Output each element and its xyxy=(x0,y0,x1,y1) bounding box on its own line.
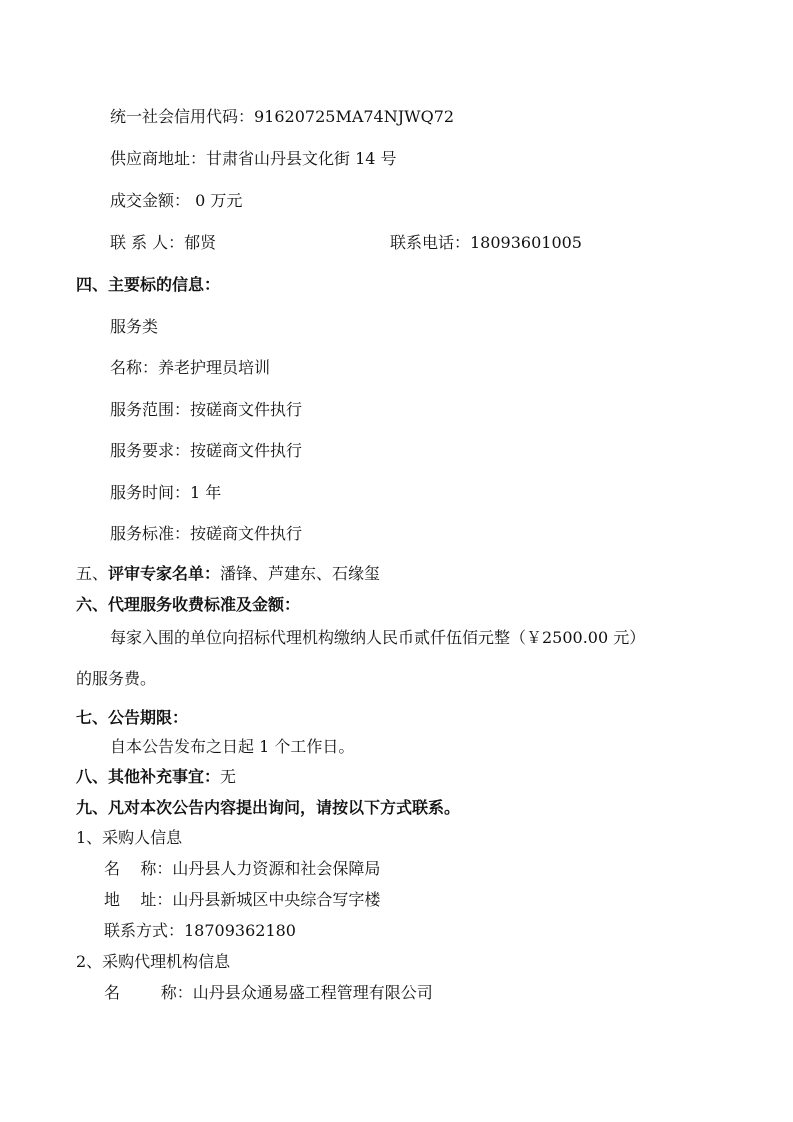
supplier-address-line: 供应商地址：甘肃省山丹县文化街 14 号 xyxy=(110,149,397,168)
agency-name: 山丹县众通易盛工程管理有限公司 xyxy=(192,983,433,1002)
purchaser-address: 山丹县新城区中央综合写字楼 xyxy=(172,890,381,909)
service-standard: 服务标准：按磋商文件执行 xyxy=(110,524,303,543)
section8-label: 八、其他补充事宜： xyxy=(76,767,221,786)
section8-value: 无 xyxy=(220,767,237,786)
service-name: 名称：养老护理员培训 xyxy=(110,358,271,377)
purchaser-address-label: 地 址： xyxy=(104,890,173,909)
purchaser-name-line xyxy=(104,858,380,880)
agency-name-label: 名 称： xyxy=(104,983,193,1002)
agency-title: 2、采购代理机构信息 xyxy=(76,952,231,971)
service-scope: 服务范围：按磋商文件执行 xyxy=(110,400,303,419)
notice-period-text: 自本公告发布之日起 1 个工作日。 xyxy=(110,737,355,756)
section6-heading: 六、代理服务收费标准及金额： xyxy=(76,595,301,614)
expert-list: 潘锋、芦建东、石缘玺 xyxy=(220,564,381,583)
section9-heading: 九、凡对本次公告内容提出询问，请按以下方式联系。 xyxy=(76,798,461,817)
section5-label: 评审专家名单： xyxy=(108,564,221,583)
purchaser-contact-line: 联系方式：18709362180 xyxy=(104,921,296,940)
purchaser-name-label: 名 称： xyxy=(104,859,173,878)
section5-line xyxy=(76,563,380,585)
purchaser-name: 山丹县人力资源和社会保障局 xyxy=(172,859,381,878)
section4-heading: 四、主要标的信息： xyxy=(76,275,221,294)
service-duration: 服务时间：1 年 xyxy=(110,483,222,502)
deal-amount-line: 成交金额： 0 万元 xyxy=(110,191,243,210)
fee-text-line1: 每家入围的单位向招标代理机构缴纳人民币贰仟伍佰元整（￥2500.00 元） xyxy=(110,628,646,647)
service-category: 服务类 xyxy=(110,317,159,336)
contact-phone-line: 联系电话：18093601005 xyxy=(390,233,582,252)
service-requirement: 服务要求：按磋商文件执行 xyxy=(110,441,303,460)
contact-person-line: 联 系 人：郁贤 xyxy=(110,233,217,252)
purchaser-title: 1、采购人信息 xyxy=(76,828,183,847)
section7-heading: 七、公告期限： xyxy=(76,708,189,727)
section5-number: 五、 xyxy=(76,564,109,583)
credit-code-line: 统一社会信用代码：91620725MA74NJWQ72 xyxy=(110,107,455,126)
agency-name-line xyxy=(104,982,433,1004)
section8-line xyxy=(76,766,236,788)
fee-text-line2: 的服务费。 xyxy=(76,669,157,688)
purchaser-address-line xyxy=(104,889,380,911)
